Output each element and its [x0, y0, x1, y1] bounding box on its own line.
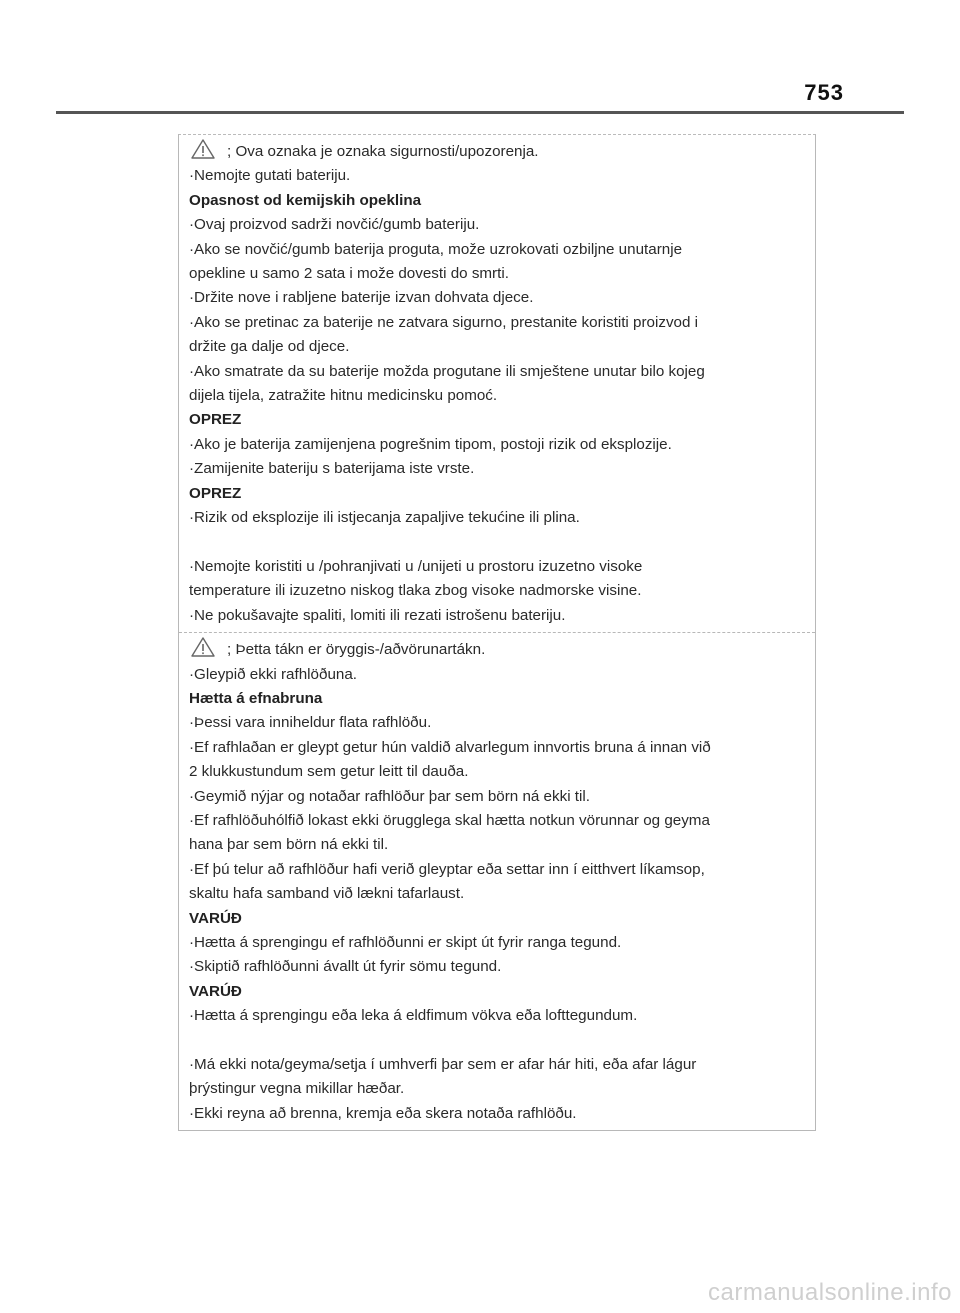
warning-section-hr	[179, 135, 815, 632]
body-line: ·Gleypið ekki rafhlöðuna.	[189, 665, 357, 683]
body-line: ·Ef rafhlaðan er gleypt getur hún valdið alvarlegum innvortis bruna á innan við	[189, 738, 711, 756]
warning-symbol-line	[189, 139, 815, 164]
body-line: ·Ovaj proizvod sadrži novčić/gumb bateriju.	[189, 216, 480, 234]
body-line: ·Geymið nýjar og notaðar rafhlöður þar sem börn ná ekki til.	[189, 787, 590, 805]
body-line: opekline u samo 2 sata i može dovesti do smrti.	[189, 265, 509, 283]
body-line: ·Má ekki nota/geyma/setja í umhverfi þar sem er afar hár hiti, eða afar lágur	[189, 1056, 697, 1073]
body-line: skaltu hafa samband við lækni tafarlaust.	[189, 885, 465, 903]
body-line: držite ga dalje od djece.	[189, 338, 350, 356]
section-heading: OPREZ	[189, 411, 242, 429]
body-line: ·Ekki reyna að brenna, kremja eða skera notaða rafhlöðu.	[189, 1104, 577, 1122]
header-rule	[56, 111, 904, 114]
body-line: þrýstingur vegna mikillar hæðar.	[189, 1080, 405, 1098]
page-number: 753	[804, 80, 844, 105]
body-line: ·Ne pokušavajte spaliti, lomiti ili rezati istrošenu bateriju.	[189, 606, 566, 624]
warning-triangle-icon	[191, 139, 215, 159]
body-line: ·Skiptið rafhlöðunni ávallt út fyrir sömu tegund.	[189, 958, 502, 976]
safety-warning-box	[178, 134, 816, 1131]
warning-symbol-text: ; Þetta tákn er öryggis-/aðvörunartákn.	[227, 641, 486, 659]
warning-symbol-text: ; Ova oznaka je oznaka sigurnosti/upozorenja.	[227, 143, 539, 160]
section-heading: VARÚÐ	[189, 909, 242, 927]
body-line: ·Držite nove i rabljene baterije izvan dohvata djece.	[189, 289, 534, 307]
section-heading: OPREZ	[189, 484, 242, 502]
body-line: hana þar sem börn ná ekki til.	[189, 836, 389, 854]
body-line: ·Þessi vara inniheldur flata rafhlöðu.	[189, 714, 432, 732]
paragraph-spacer	[189, 531, 815, 555]
body-line: ·Rizik od eksplozije ili istjecanja zapaljive tekućine ili plina.	[189, 509, 580, 527]
body-line: 2 klukkustundum sem getur leitt til dauða.	[189, 763, 469, 781]
section-heading: Opasnost od kemijskih opeklina	[189, 191, 422, 209]
body-line: ·Ako se pretinac za baterije ne zatvara sigurno, prestanite koristiti proizvod i	[189, 313, 699, 331]
section-heading: VARÚÐ	[189, 982, 242, 1000]
body-line: ·Ako smatrate da su baterije možda progutane ili smještene unutar bilo kojeg	[189, 362, 705, 380]
body-line: ·Ako je baterija zamijenjena pogrešnim tipom, postoji rizik od eksplozije.	[189, 435, 672, 453]
body-line: ·Hætta á sprengingu eða leka á eldfimum vökva eða lofttegundum.	[189, 1007, 638, 1025]
body-line: ·Nemojte koristiti u /pohranjivati u /unijeti u prostoru izuzetno visoke	[189, 557, 643, 575]
section-heading: Hætta á efnabruna	[189, 689, 323, 707]
body-line: ·Zamijenite bateriju s baterijama iste vrste.	[189, 460, 475, 478]
warning-symbol-line	[189, 637, 815, 662]
body-line: ·Ako se novčić/gumb baterija proguta, može uzrokovati ozbiljne unutarnje	[189, 240, 683, 258]
body-line: temperature ili izuzetno niskog tlaka zbog visoke nadmorske visine.	[189, 582, 642, 600]
body-line: dijela tijela, zatražite hitnu medicinsku pomoć.	[189, 387, 498, 405]
body-line: ·Hætta á sprengingu ef rafhlöðunni er skipt út fyrir ranga tegund.	[189, 933, 622, 951]
watermark: carmanualsonline.info	[708, 1279, 952, 1306]
body-line: ·Ef rafhlöðuhólfið lokast ekki örugglega skal hætta notkun vörunnar og geyma	[189, 811, 710, 829]
warning-section-is	[179, 632, 815, 1130]
warning-triangle-icon	[191, 637, 215, 657]
paragraph-spacer	[189, 1029, 815, 1053]
body-line: ·Nemojte gutati bateriju.	[189, 167, 351, 185]
body-line: ·Ef þú telur að rafhlöður hafi verið gleyptar eða settar inn í eitthvert líkamsop,	[189, 860, 705, 878]
